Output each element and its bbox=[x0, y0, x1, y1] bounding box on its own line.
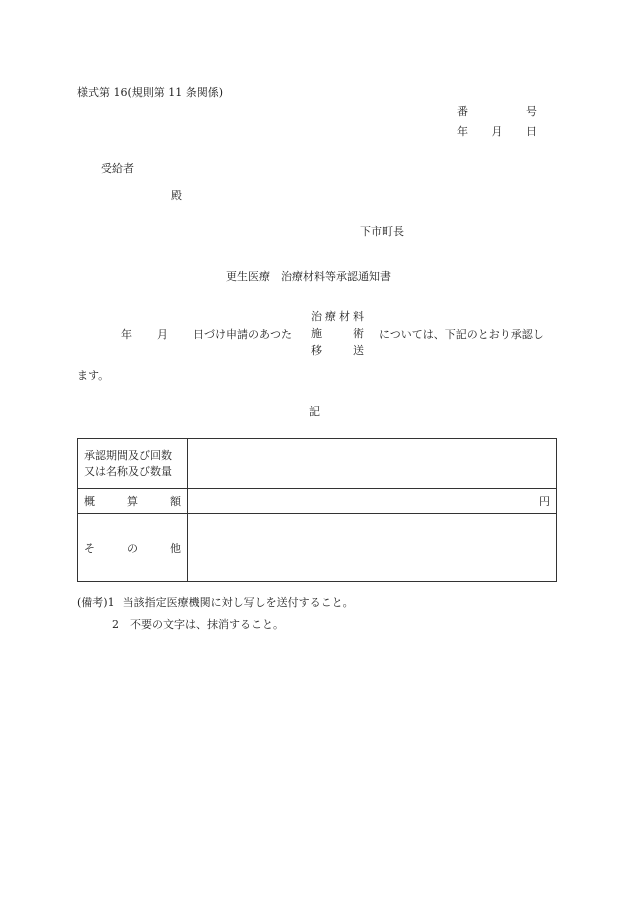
note-1 bbox=[77, 594, 354, 610]
period-value-cell bbox=[188, 439, 557, 489]
date-year: 年 bbox=[457, 125, 468, 138]
table-row-other bbox=[78, 514, 557, 582]
body-year: 年 bbox=[121, 328, 132, 341]
other-value-cell bbox=[188, 514, 557, 582]
yen-unit: 円 bbox=[539, 495, 550, 508]
period-label-line2: 又は名称及び数量 bbox=[84, 464, 172, 478]
note-2 bbox=[112, 616, 284, 632]
body-date-text: 日づけ申請のあつた bbox=[193, 328, 292, 341]
approval-table bbox=[77, 438, 557, 582]
form-reference: 様式第 16(規則第 11 条関係) bbox=[77, 86, 224, 99]
body-options-stack bbox=[311, 308, 364, 359]
body-month: 月 bbox=[157, 328, 168, 341]
table-row-estimate bbox=[78, 489, 557, 514]
body-rest-text: については、下記のとおり承認し bbox=[379, 328, 544, 341]
option-transport: 移 送 bbox=[311, 344, 364, 357]
recipient-label: 受給者 bbox=[101, 162, 134, 175]
note-2-text: 不要の文字は、抹消すること。 bbox=[130, 618, 284, 631]
note-1-text: 当該指定医療機関に対し写しを送付すること。 bbox=[122, 596, 354, 609]
ki-heading: 記 bbox=[309, 405, 320, 418]
document-title: 更生医療 治療材料等承認通知書 bbox=[226, 270, 391, 283]
date-month: 月 bbox=[491, 125, 503, 138]
table-row-period bbox=[78, 439, 557, 489]
note-prefix: (備考)1 bbox=[77, 596, 115, 609]
document-number-line bbox=[457, 103, 537, 119]
option-surgery: 施 術 bbox=[311, 327, 364, 340]
period-label-cell bbox=[78, 439, 188, 489]
option-treatment-materials: 治 療 材 料 bbox=[311, 310, 364, 323]
period-label-line1: 承認期間及び回数 bbox=[84, 448, 172, 462]
other-label-cell: そ の 他 bbox=[78, 514, 188, 582]
recipient-honorific: 殿 bbox=[171, 189, 182, 202]
issuer-name: 下市町長 bbox=[360, 225, 404, 238]
body-continuation: ます。 bbox=[77, 369, 110, 382]
estimate-label-cell: 概 算 額 bbox=[78, 489, 188, 514]
number-label: 番 bbox=[457, 105, 468, 118]
document-date-line bbox=[457, 123, 537, 139]
date-day: 日 bbox=[526, 125, 537, 138]
note-2-number: 2 bbox=[112, 618, 119, 631]
number-suffix: 号 bbox=[526, 105, 537, 118]
estimate-value-cell bbox=[188, 489, 557, 514]
